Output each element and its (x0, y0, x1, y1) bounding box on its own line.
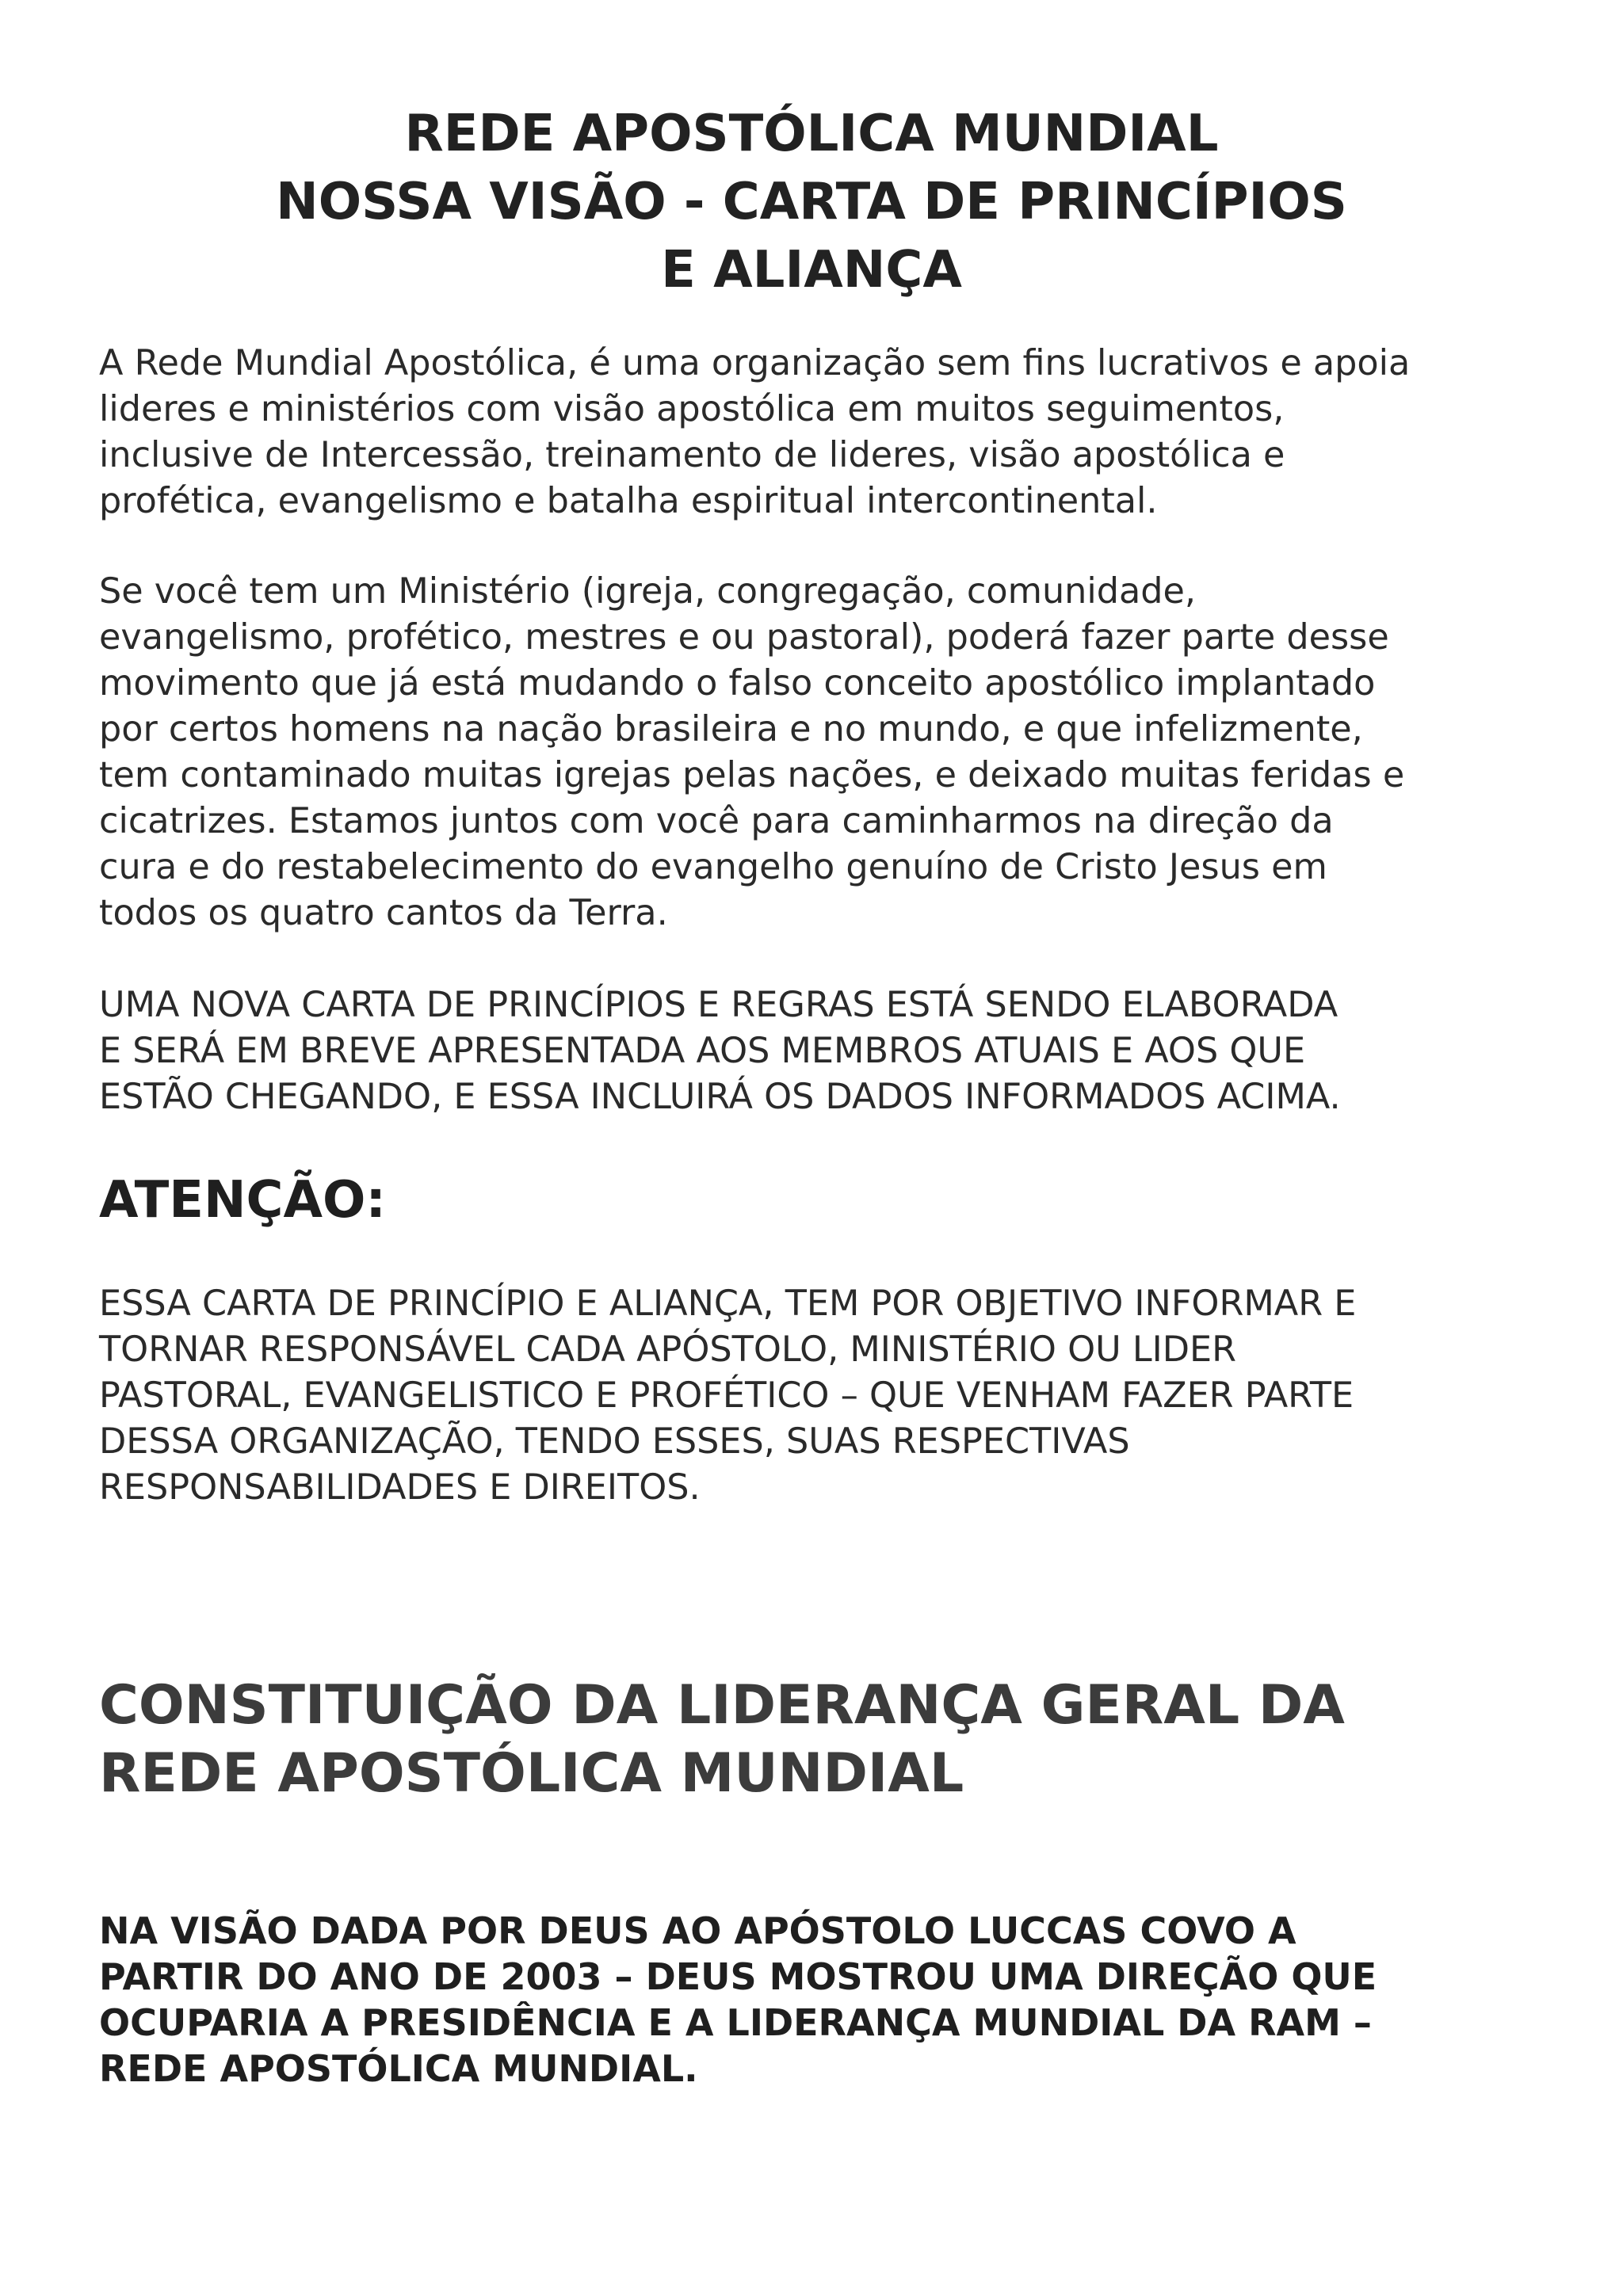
paragraph-line: cura e do restabelecimento do evangelho genuíno de Cristo Jesus em (99, 847, 1327, 887)
paragraph-line: cicatrizes. Estamos juntos com você para caminharmos na direção da (99, 801, 1334, 841)
paragraph-line: UMA NOVA CARTA DE PRINCÍPIOS E REGRAS ESTÁ SENDO ELABORADA (99, 985, 1338, 1025)
paragraph-line: inclusive de Intercessão, treinamento de lideres, visão apostólica e (99, 435, 1285, 475)
constitution-paragraph (99, 1908, 1557, 2092)
page-title (0, 100, 1623, 304)
paragraph-line: lideres e ministérios com visão apostólica em muitos seguimentos, (99, 389, 1285, 429)
constitution-heading (99, 1672, 1557, 1808)
title-line: NOSSA VISÃO - CARTA DE PRINCÍPIOS (276, 173, 1347, 231)
paragraph-line: DESSA ORGANIZAÇÃO, TENDO ESSES, SUAS RESPECTIVAS (99, 1421, 1130, 1462)
attention-paragraph (99, 1281, 1557, 1511)
paragraph-line: NA VISÃO DADA POR DEUS AO APÓSTOLO LUCCAS COVO A (99, 1909, 1296, 1952)
ministry-paragraph (99, 569, 1557, 936)
paragraph-line: ESTÃO CHEGANDO, E ESSA INCLUIRÁ OS DADOS INFORMADOS ACIMA. (99, 1077, 1341, 1117)
heading-line: CONSTITUIÇÃO DA LIDERANÇA GERAL DA (99, 1674, 1345, 1737)
paragraph-line: A Rede Mundial Apostólica, é uma organização sem fins lucrativos e apoia (99, 343, 1411, 383)
heading-line: REDE APOSTÓLICA MUNDIAL (99, 1742, 964, 1805)
title-line: E ALIANÇA (661, 241, 962, 299)
paragraph-line: Se você tem um Ministério (igreja, congregação, comunidade, (99, 571, 1196, 612)
paragraph-line: TORNAR RESPONSÁVEL CADA APÓSTOLO, MINISTÉRIO OU LIDER (99, 1329, 1237, 1370)
title-line: REDE APOSTÓLICA MUNDIAL (404, 105, 1219, 163)
paragraph-line: profética, evangelismo e batalha espiritual intercontinental. (99, 481, 1158, 521)
paragraph-line: tem contaminado muitas igrejas pelas nações, e deixado muitas feridas e (99, 755, 1405, 795)
paragraph-line: PASTORAL, EVANGELISTICO E PROFÉTICO – QUE VENHAM FAZER PARTE (99, 1375, 1354, 1416)
paragraph-line: evangelismo, profético, mestres e ou pastoral), poderá fazer parte desse (99, 617, 1389, 658)
paragraph-line: movimento que já está mudando o falso conceito apostólico implantado (99, 663, 1376, 704)
paragraph-line: OCUPARIA A PRESIDÊNCIA E A LIDERANÇA MUNDIAL DA RAM – (99, 2001, 1372, 2044)
paragraph-line: ESSA CARTA DE PRINCÍPIO E ALIANÇA, TEM POR OBJETIVO INFORMAR E (99, 1283, 1357, 1324)
paragraph-line: E SERÁ EM BREVE APRESENTADA AOS MEMBROS ATUAIS E AOS QUE (99, 1031, 1306, 1071)
paragraph-line: REDE APOSTÓLICA MUNDIAL. (99, 2047, 698, 2090)
paragraph-line: PARTIR DO ANO DE 2003 – DEUS MOSTROU UMA DIREÇÃO QUE (99, 1955, 1377, 1998)
intro-paragraph (99, 341, 1557, 524)
paragraph-line: todos os quatro cantos da Terra. (99, 893, 668, 933)
paragraph-line: RESPONSABILIDADES E DIREITOS. (99, 1467, 701, 1508)
attention-heading: ATENÇÃO: (99, 1171, 386, 1230)
paragraph-line: por certos homens na nação brasileira e no mundo, e que infelizmente, (99, 709, 1363, 749)
new-charter-paragraph (99, 982, 1557, 1120)
